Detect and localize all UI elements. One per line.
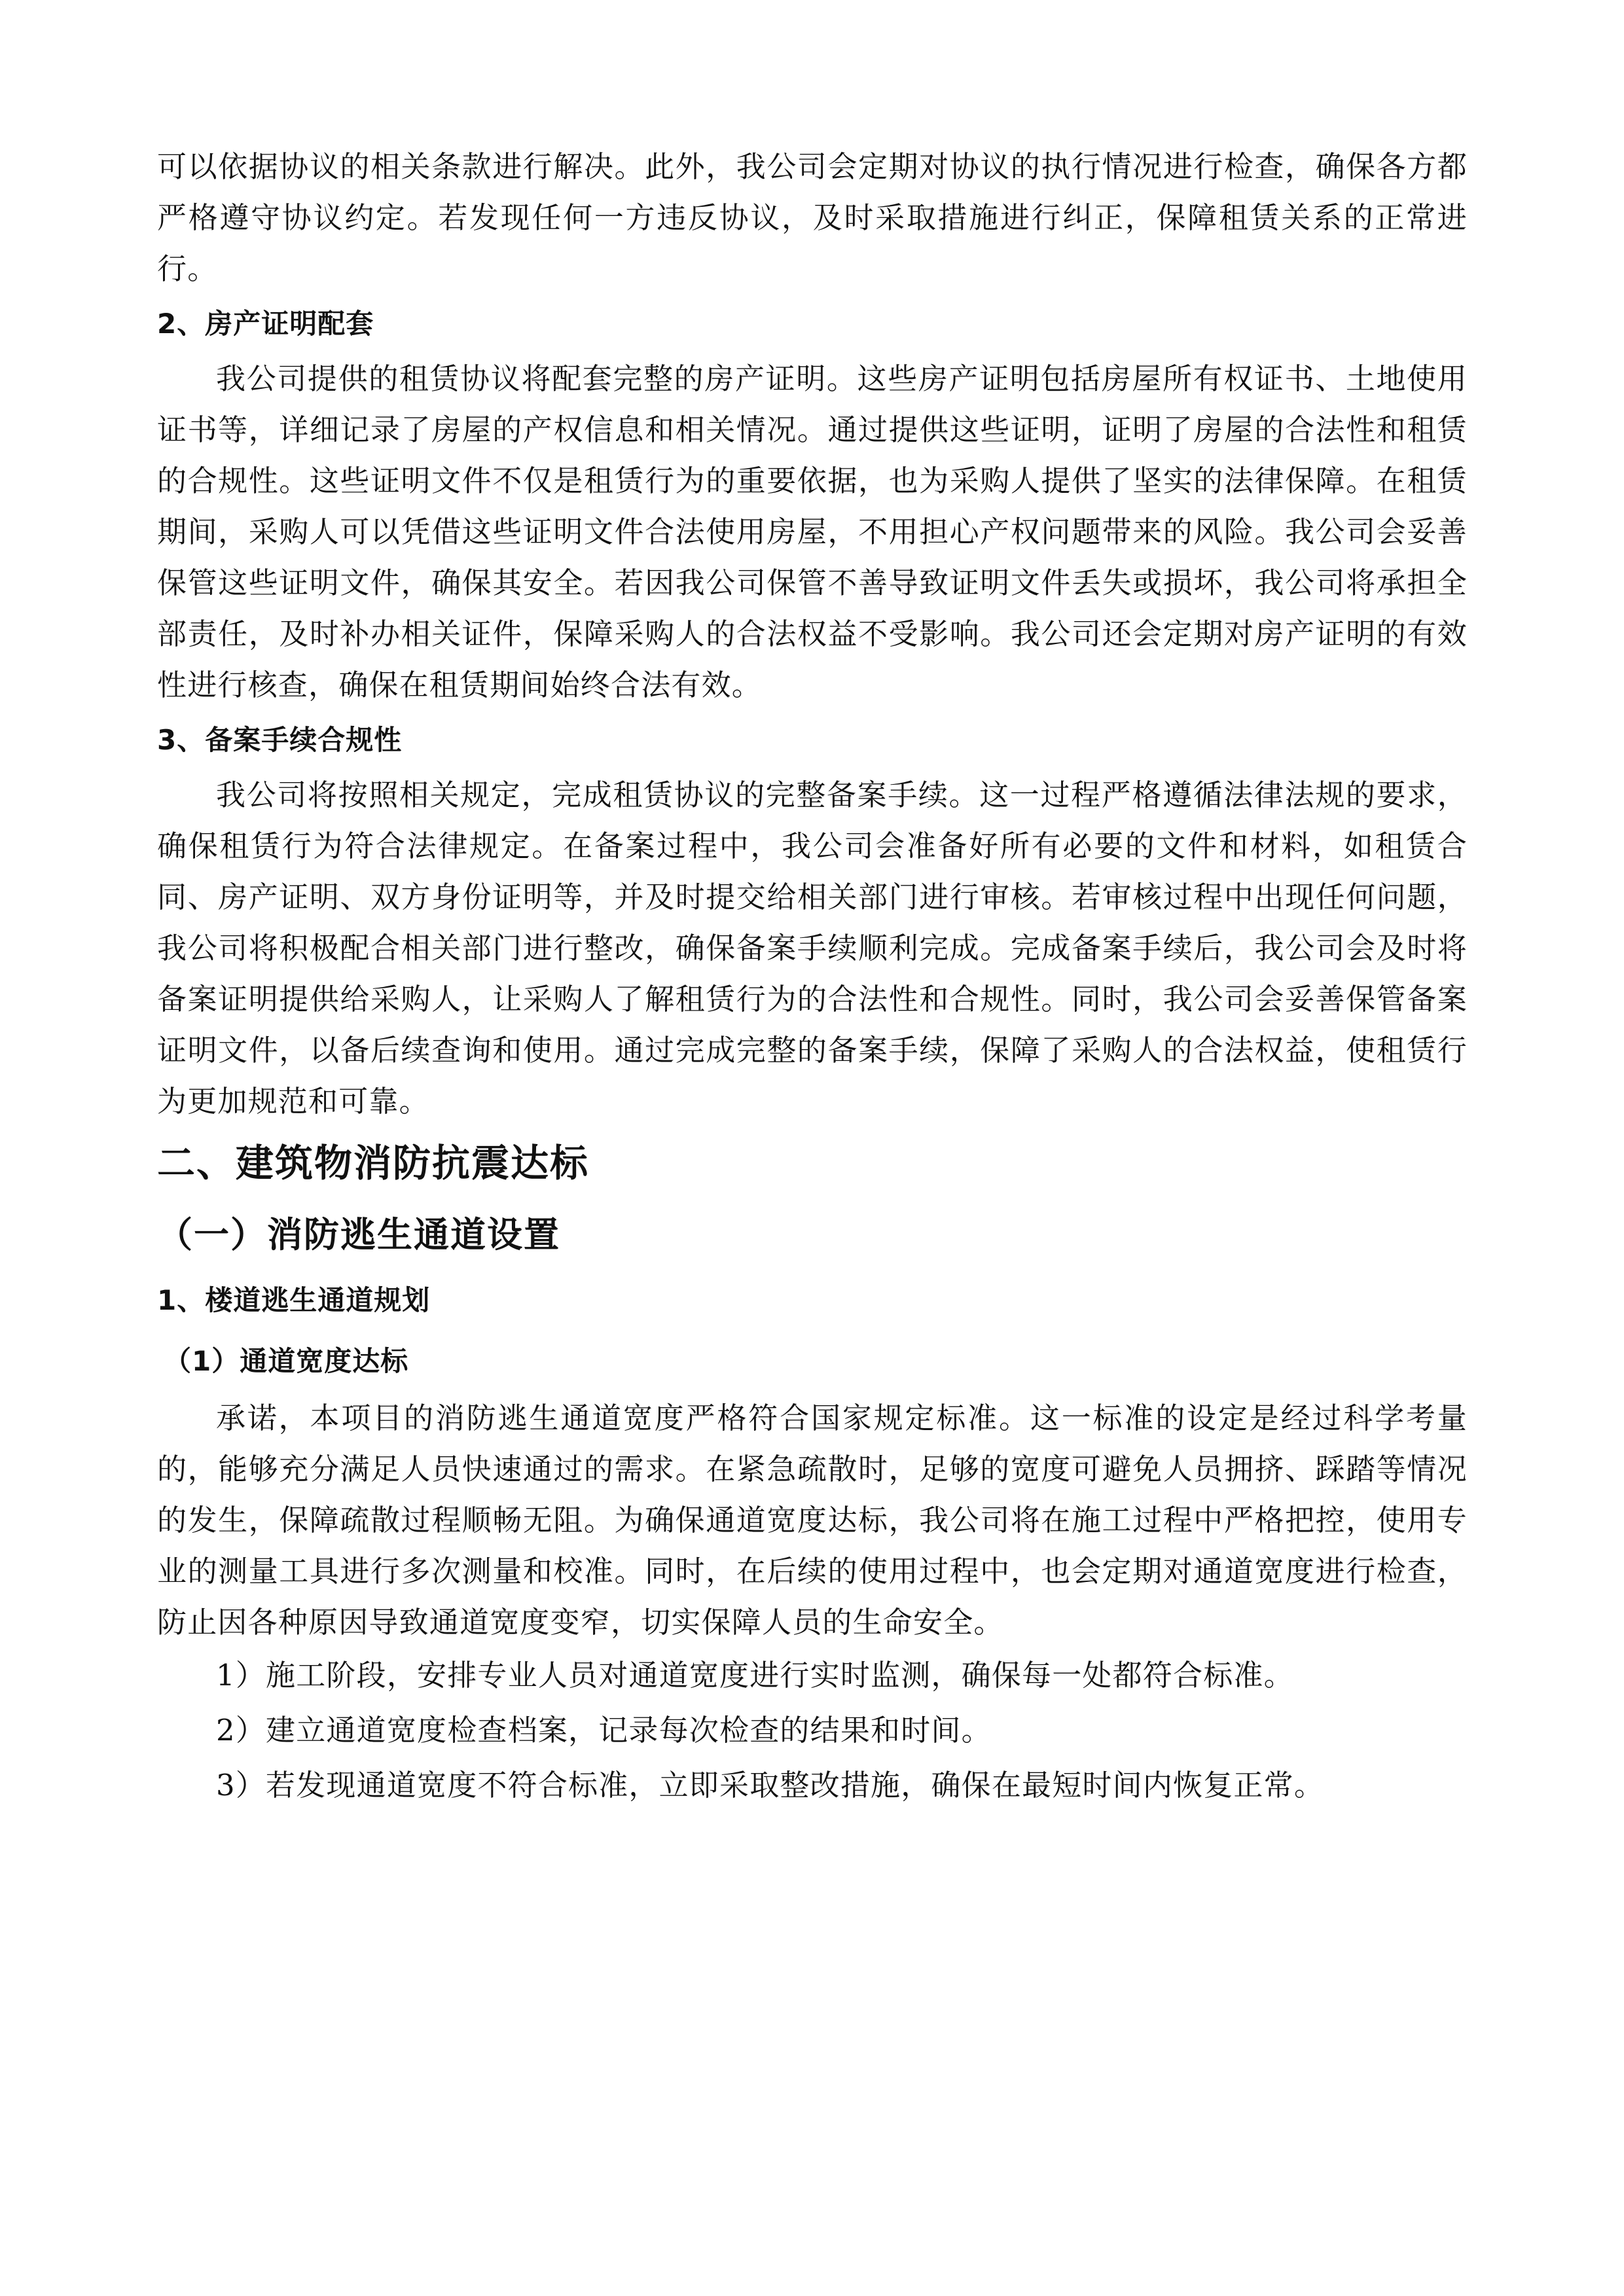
- subheading-width-compliance: （1）通道宽度达标: [164, 1345, 409, 1377]
- paragraph-filing-compliance: 我公司将按照相关规定，完成租赁协议的完整备案手续。这一过程严格遵循法律法规的要求，确保租赁行为符合法律规定。在备案过程中，我公司会准备好所有必要的文件和材料，如租赁合同、房产证明、双方身份证明等，并及时提交给相关部门进行审核。若审核过程中出现任何问题，我公司将积极配合相关部门进行整改，确保备案手续顺利完成。完成备案手续后，我公司会及时将备案证明提供给采购人，让采购人了解租赁行为的合法性和合规性。同时，我公司会妥善保管备案证明文件，以备后续查询和使用。通过完成完整的备案手续，保障了采购人的合法权益，使租赁行为更加规范和可靠。: [157, 778, 1468, 1119]
- section-subheading-escape-routes: （一）消防逃生通道设置: [157, 1214, 560, 1255]
- list-item: 1）施工阶段，安排专业人员对通道宽度进行实时监测，确保每一处都符合标准。: [216, 1658, 1294, 1693]
- subheading-stairway-planning: 1、楼道逃生通道规划: [157, 1284, 431, 1316]
- list-item: 2）建立通道宽度检查档案，记录每次检查的结果和时间。: [216, 1713, 992, 1748]
- section-heading-fire-seismic: 二、建筑物消防抗震达标: [157, 1141, 590, 1185]
- list-item: 3）若发现通道宽度不符合标准，立即采取整改措施，确保在最短时间内恢复正常。: [216, 1768, 1325, 1803]
- paragraph-property-certificates: 我公司提供的租赁协议将配套完整的房产证明。这些房产证明包括房屋所有权证书、土地使用证书等，详细记录了房屋的产权信息和相关情况。通过提供这些证明，证明了房屋的合法性和租赁的合规性。这些证明文件不仅是租赁行为的重要依据，也为采购人提供了坚实的法律保障。在租赁期间，采购人可以凭借这些证明文件合法使用房屋，不用担心产权问题带来的风险。我公司会妥善保管这些证明文件，确保其安全。若因我公司保管不善导致证明文件丢失或损坏，我公司将承担全部责任，及时补办相关证件，保障采购人的合法权益不受影响。我公司还会定期对房产证明的有效性进行核查，确保在租赁期间始终合法有效。: [157, 361, 1468, 702]
- subheading-property-certificates: 2、房产证明配套: [157, 308, 374, 340]
- subheading-filing-compliance: 3、备案手续合规性: [157, 724, 403, 756]
- document-body: [157, 141, 1468, 1813]
- paragraph-continuation: 可以依据协议的相关条款进行解决。此外，我公司会定期对协议的执行情况进行检查，确保各方都严格遵守协议约定。若发现任何一方违反协议，及时采取措施进行纠正，保障租赁关系的正常进行。: [157, 149, 1468, 286]
- paragraph-width-compliance: 承诺，本项目的消防逃生通道宽度严格符合国家规定标准。这一标准的设定是经过科学考量的，能够充分满足人员快速通过的需求。在紧急疏散时，足够的宽度可避免人员拥挤、踩踏等情况的发生，保障疏散过程顺畅无阻。为确保通道宽度达标，我公司将在施工过程中严格把控，使用专业的测量工具进行多次测量和校准。同时，在后续的使用过程中，也会定期对通道宽度进行检查，防止因各种原因导致通道宽度变窄，切实保障人员的生命安全。: [157, 1401, 1468, 1640]
